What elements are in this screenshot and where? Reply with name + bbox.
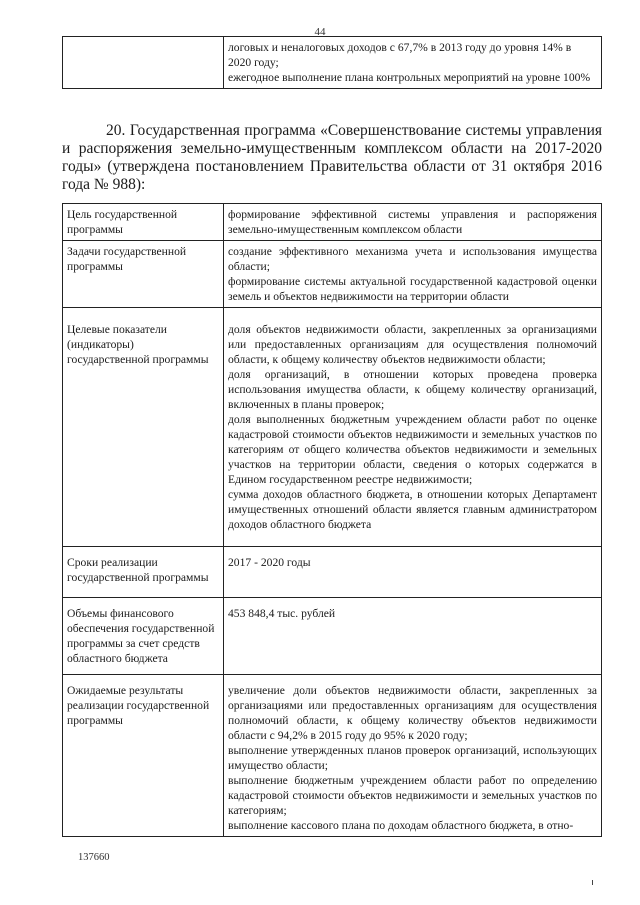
table-row: [63, 241, 602, 308]
row-value-goal: [224, 204, 602, 241]
document-code: 137660: [78, 852, 110, 863]
text-line: доля выполненных бюджетным учреждением области работ по оценке кадастровой стоимости объектов недвижимости и земельных участков по категориям от общего количества объектов недвижимости и земельных участков на территории области, сведения о которых содержатся в Едином государственном реестре недвижимости;: [228, 413, 597, 486]
text-line: создание эффективного механизма учета и использования имущества области;: [228, 245, 597, 273]
text-line: формирование системы актуальной государственной кадастровой оценки земель и объектов недвижимости на территории области: [228, 275, 597, 303]
table-row: [63, 675, 602, 837]
text-line: 2017 - 2020 годы: [228, 556, 311, 569]
text-line: доля объектов недвижимости области, закрепленных за организациями или предоставленных организациям для осуществления полномочий области, к общему количеству объектов недвижимости области;: [228, 323, 597, 366]
row-label-period: Сроки реализации государственной программы: [63, 547, 224, 598]
table-row: [63, 547, 602, 598]
table-row: [63, 598, 602, 675]
program-passport-table: [62, 203, 602, 837]
section-heading-text: 20. Государственная программа «Совершенствование системы управления и распоряжения земельно-имущественным комплексом области на 2017-2020 годы» (утверждена постановлением Правительства области от 31 октября 2016 года № 988):: [62, 122, 602, 193]
row-label-funding: Объемы финансового обеспечения государственной программы за счет средств областного бюджета: [63, 598, 224, 675]
continued-label-cell: [63, 37, 224, 89]
table-row: [63, 204, 602, 241]
text-line: выполнение утвержденных планов проверок организаций, использующих имущество области;: [228, 744, 597, 772]
row-value-funding: [224, 598, 602, 675]
row-value-indicators: [224, 308, 602, 547]
text-line: 453 848,4 тыс. рублей: [228, 607, 336, 620]
table-row: [63, 37, 602, 89]
page-number: 44: [314, 26, 326, 38]
text-line: выполнение бюджетным учреждением области работ по определению кадастровой стоимости объектов недвижимости и земельных участков по категориям;: [228, 774, 597, 817]
text-line: формирование эффективной системы управления и распоряжения земельно-имущественным комплексом области: [228, 208, 597, 236]
text-line: доля организаций, в отношении которых проведена проверка использования имущества области, к общему количеству организаций, включенных в планы проверок;: [228, 368, 597, 411]
continued-value-cell: [224, 37, 602, 89]
scan-mark: [592, 880, 593, 885]
continued-table: [62, 36, 602, 89]
text-line: сумма доходов областного бюджета, в отношении которых Департамент имущественных отношений области является главным администратором доходов областного бюджета: [228, 488, 597, 531]
table-row: [63, 308, 602, 547]
text-line: увеличение доли объектов недвижимости области, закрепленных за организациями или предоставленных организациям для осуществления полномочий области, к общему количеству объектов недвижимости области с 94,2% в 2015 году до 95% к 2020 году;: [228, 684, 597, 742]
row-label-results: Ожидаемые результаты реализации государственной программы: [63, 675, 224, 837]
text-line: выполнение кассового плана по доходам областного бюджета, в отно-: [228, 819, 574, 832]
row-label-indicators: Целевые показатели (индикаторы) государственной программы: [63, 308, 224, 547]
row-label-goal: Цель государственной программы: [63, 204, 224, 241]
row-value-results: [224, 675, 602, 837]
text-line: ежегодное выполнение плана контрольных мероприятий на уровне 100%: [228, 71, 591, 84]
row-value-period: [224, 547, 602, 598]
text-line: логовых и неналоговых доходов с 67,7% в 2013 году до уровня 14% в 2020 году;: [228, 41, 572, 69]
row-value-tasks: [224, 241, 602, 308]
row-label-tasks: Задачи государственной программы: [63, 241, 224, 308]
section-heading: [62, 122, 602, 194]
